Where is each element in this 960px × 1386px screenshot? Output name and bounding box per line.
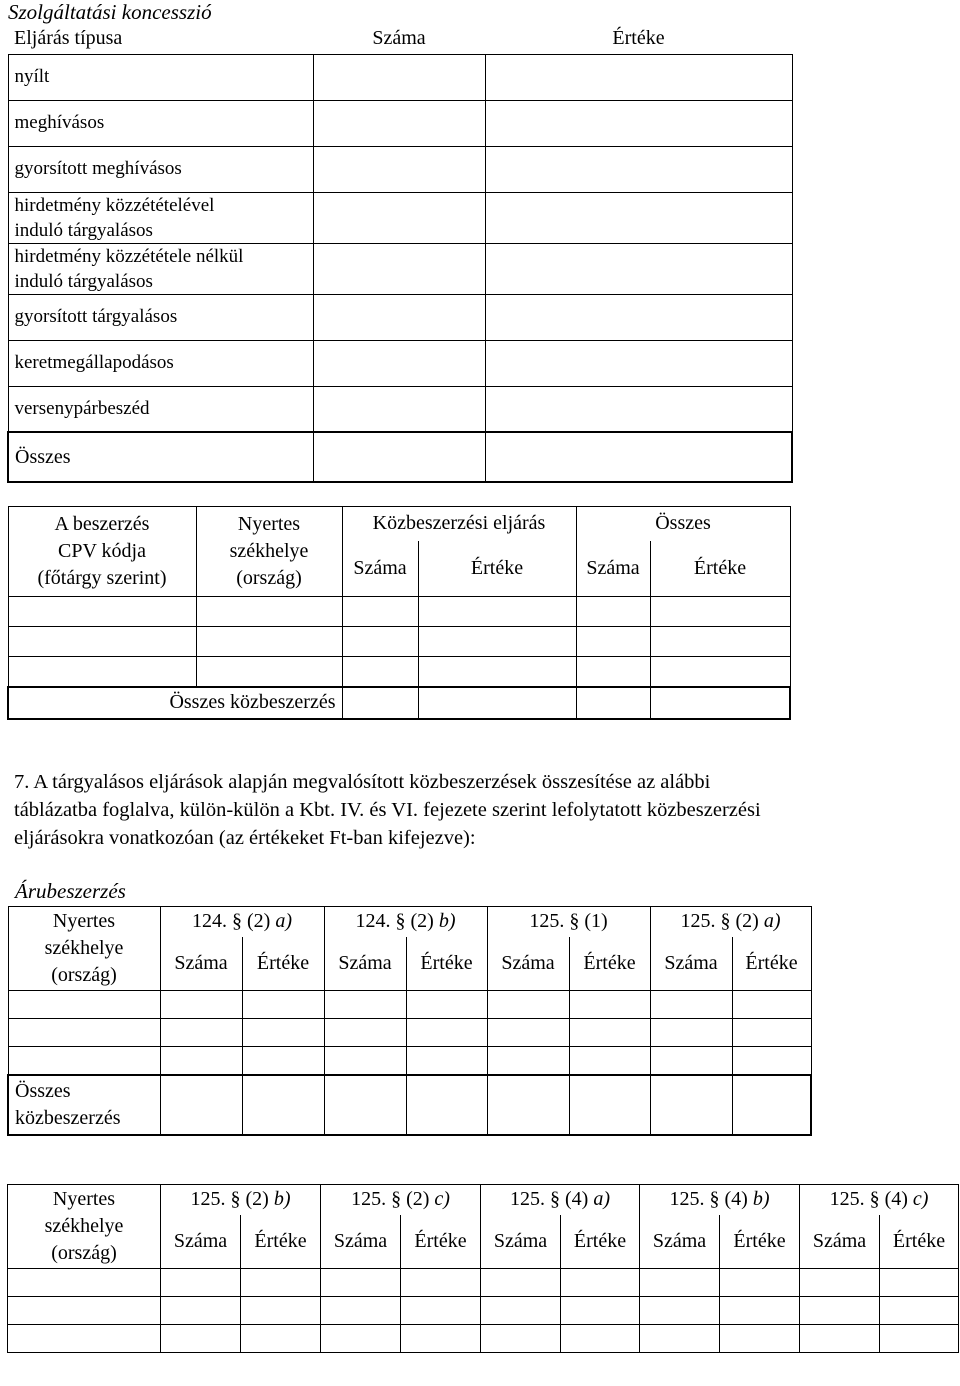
header-125-4-c: 125. § (4) c) xyxy=(800,1185,959,1215)
cell-winner xyxy=(8,1019,160,1047)
header-osszes: Összes xyxy=(576,507,790,541)
cell-count xyxy=(313,146,485,192)
cell-value xyxy=(485,294,792,340)
row-label-hirdetmeny-nelkul: hirdetmény közzététele nélkül induló tárgyalásos xyxy=(8,243,313,294)
header-125-2-c: 125. § (2) c) xyxy=(321,1185,481,1215)
row-label-nyilt: nyílt xyxy=(8,54,313,100)
subheader-erteke: Értéke xyxy=(880,1215,959,1269)
header-erteke: Értéke xyxy=(485,24,792,54)
row-label-osszes-kozbeszerzes: Összes közbeszerzés xyxy=(8,687,342,719)
row-label-gyorsitott-targyalasos: gyorsított tárgyalásos xyxy=(8,294,313,340)
cell-winner xyxy=(8,991,160,1019)
goods-procurement-table xyxy=(7,906,812,1136)
paragraph-7-line-1: 7. A tárgyalásos eljárások alapján megvalósított közbeszerzések összesítése az alábbi xyxy=(14,771,711,793)
cell-cpv xyxy=(8,627,196,657)
cell-winner xyxy=(196,627,342,657)
subheader-erteke: Értéke xyxy=(569,937,650,991)
cell-winner xyxy=(8,1297,161,1325)
subheader-erteke: Értéke xyxy=(241,1215,321,1269)
cell-count xyxy=(313,192,485,243)
cell-value xyxy=(485,100,792,146)
subheader-szama: Száma xyxy=(342,541,418,597)
subheader-erteke: Értéke xyxy=(406,937,487,991)
cell-cpv xyxy=(8,597,196,627)
subheader-szama: Száma xyxy=(481,1215,561,1269)
row-label-meghivasos: meghívásos xyxy=(8,100,313,146)
section-title-arubeszerzes: Árubeszerzés xyxy=(15,879,126,903)
cell-cpv xyxy=(8,657,196,687)
total-value xyxy=(485,432,792,482)
subheader-szama: Száma xyxy=(161,1215,241,1269)
cell-winner xyxy=(8,1269,161,1297)
subheader-szama: Száma xyxy=(576,541,650,597)
cell-value xyxy=(485,192,792,243)
header-winner-seat: Nyertes székhelye (ország) xyxy=(8,1185,161,1269)
header-125-2-b: 125. § (2) b) xyxy=(161,1185,321,1215)
subheader-erteke: Értéke xyxy=(401,1215,481,1269)
cell-winner xyxy=(196,597,342,627)
cell-winner xyxy=(8,1047,160,1075)
total-count xyxy=(313,432,485,482)
cell-count xyxy=(313,294,485,340)
procedure-type-table xyxy=(7,24,793,483)
subheader-szama: Száma xyxy=(650,937,732,991)
subheader-erteke: Értéke xyxy=(418,541,576,597)
header-125-4-a: 125. § (4) a) xyxy=(481,1185,640,1215)
subheader-erteke: Értéke xyxy=(242,937,324,991)
cell-count xyxy=(313,340,485,386)
cell-count xyxy=(313,54,485,100)
row-label-osszes: Összes xyxy=(8,432,313,482)
paragraph-7-line-2: táblázatba foglalva, külön-külön a Kbt. IV. és VI. fejezete szerint lefolytatott közbeszerzési xyxy=(14,799,761,821)
section-title-szolgaltatasi: Szolgáltatási koncesszió xyxy=(8,0,212,24)
subheader-szama: Száma xyxy=(324,937,406,991)
subheader-szama: Száma xyxy=(160,937,242,991)
subheader-szama: Száma xyxy=(321,1215,401,1269)
row-label-keretmegallapodasos: keretmegállapodásos xyxy=(8,340,313,386)
cpv-winner-table xyxy=(7,506,791,720)
cell-count xyxy=(313,386,485,432)
winner-procedure-table-2 xyxy=(7,1184,959,1353)
header-eljaras-tipusa: Eljárás típusa xyxy=(8,24,313,54)
subheader-szama: Száma xyxy=(800,1215,880,1269)
subheader-szama: Száma xyxy=(640,1215,720,1269)
cell-value xyxy=(485,243,792,294)
subheader-erteke: Értéke xyxy=(732,937,811,991)
header-125-1: 125. § (1) xyxy=(487,907,650,937)
header-124-2-a: 124. § (2) a) xyxy=(160,907,324,937)
header-125-2-a: 125. § (2) a) xyxy=(650,907,811,937)
paragraph-7 xyxy=(14,768,922,852)
subheader-erteke: Értéke xyxy=(720,1215,800,1269)
subheader-szama: Száma xyxy=(487,937,569,991)
header-winner-seat: Nyertes székhelye (ország) xyxy=(196,507,342,597)
cell-value xyxy=(485,54,792,100)
row-label-versenyparbeszed: versenypárbeszéd xyxy=(8,386,313,432)
header-winner-seat: Nyertes székhelye (ország) xyxy=(8,907,160,991)
cell-value xyxy=(485,386,792,432)
row-label-osszes-kozbeszerzes: Összes közbeszerzés xyxy=(8,1075,160,1135)
row-label-hirdetmeny-kozzetetelevel: hirdetmény közzétételével induló tárgyalásos xyxy=(8,192,313,243)
header-124-2-b: 124. § (2) b) xyxy=(324,907,487,937)
cell-count xyxy=(313,100,485,146)
cell-count xyxy=(313,243,485,294)
cell-winner xyxy=(196,657,342,687)
cell-value xyxy=(485,146,792,192)
cell-winner xyxy=(8,1325,161,1353)
cell-value xyxy=(485,340,792,386)
header-kozbeszerzesi-eljaras: Közbeszerzési eljárás xyxy=(342,507,576,541)
subheader-erteke: Értéke xyxy=(650,541,790,597)
header-szama: Száma xyxy=(313,24,485,54)
header-125-4-b: 125. § (4) b) xyxy=(640,1185,800,1215)
subheader-erteke: Értéke xyxy=(561,1215,640,1269)
header-cpv-code: A beszerzés CPV kódja (főtárgy szerint) xyxy=(8,507,196,597)
paragraph-7-line-3: eljárásokra vonatkozóan (az értékeket Ft-ban kifejezve): xyxy=(14,827,476,849)
row-label-gyorsitott-meghivasos: gyorsított meghívásos xyxy=(8,146,313,192)
